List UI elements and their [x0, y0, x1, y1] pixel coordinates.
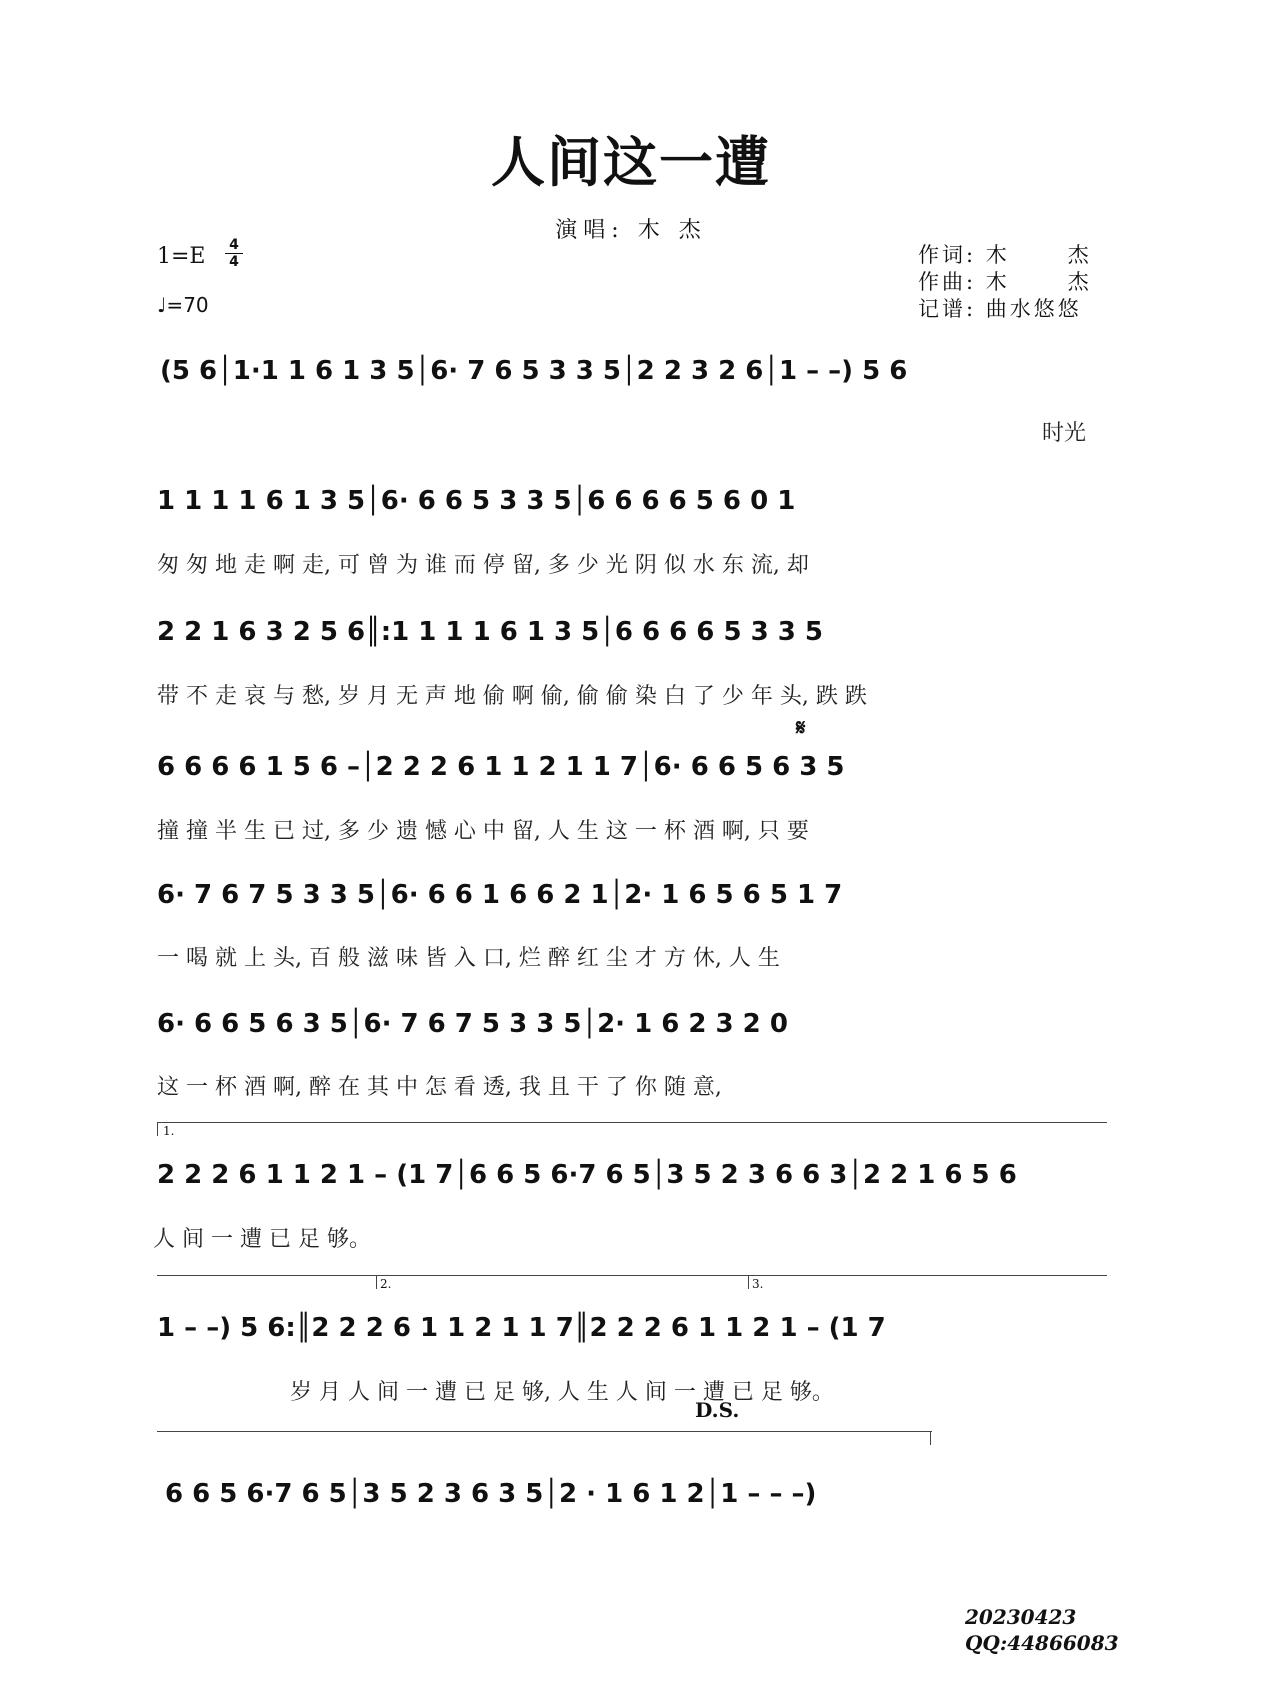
volta-1-label: 1.: [163, 1124, 175, 1138]
singer-credit: 演唱: 木 杰: [555, 218, 707, 243]
score-line-2-lyrics: 匆 匆 地 走 啊 走, 可 曾 为 谁 而 停 留, 多 少 光 阴 似 水 东 流, 却: [157, 553, 809, 578]
score-line-7-notes: 2 2 2 6 1 1 2 1 – (1 7│6 6 5 6·7 6 5│3 5 2 3 6 6 3│2 2 1 6 5 6: [157, 1160, 1017, 1190]
volta-1-bracket: [157, 1122, 1107, 1123]
coda-bracket-hook: [930, 1431, 931, 1445]
footer-date: 20230423: [965, 1605, 1077, 1629]
score-line-6-notes: 6· 6 6 5 6 3 5│6· 7 6 7 5 3 3 5│2· 1 6 2 3 2 0: [157, 1009, 788, 1039]
score-line-2-notes: 1 1 1 1 6 1 3 5│6· 6 6 5 3 3 5│6 6 6 6 5 6 0 1: [157, 486, 796, 516]
footer: [965, 1604, 1119, 1656]
composer-credit: 作曲: 木 杰: [918, 270, 1092, 294]
score-line-3-lyrics: 带 不 走 哀 与 愁, 岁 月 无 声 地 偷 啊 偷, 偷 偷 染 白 了 少 年 头, 跌 跌: [157, 684, 867, 709]
song-title: 人间这一遭: [491, 130, 771, 194]
score-line-4-notes: 6 6 6 6 1 5 6 –│2 2 2 6 1 1 2 1 1 7│6· 6 6 5 6 3 5: [157, 752, 845, 782]
score-line-7-lyrics: 人 间 一 遭 已 足 够。: [153, 1227, 371, 1252]
score-line-1-notes: (5 6│1·1 1 6 1 3 5│6· 7 6 5 3 3 5│2 2 3 2 6│1 – –) 5 6: [160, 356, 908, 386]
coda-bracket: [157, 1431, 932, 1432]
score-line-1-lyrics: 时光: [1042, 421, 1087, 446]
dal-segno-marking: D.S.: [695, 1398, 740, 1422]
volta-2-hook: [376, 1275, 377, 1289]
time-signature: [225, 238, 243, 269]
volta-line: [157, 1275, 1107, 1276]
score-line-5-notes: 6· 7 6 7 5 3 3 5│6· 6 6 1 6 6 2 1│2· 1 6 5 6 5 1 7: [157, 880, 843, 910]
tempo-marking: ♩=70: [157, 293, 209, 317]
volta-1-hook: [157, 1122, 158, 1136]
score-line-3-notes: 2 2 1 6 3 2 5 6║:1 1 1 1 6 1 3 5│6 6 6 6 5 3 3 5: [157, 617, 823, 647]
footer-qq: QQ:44866083: [965, 1631, 1119, 1655]
score-line-5-lyrics: 一 喝 就 上 头, 百 般 滋 味 皆 入 口, 烂 醉 红 尘 才 方 休, 人 生: [157, 946, 780, 971]
score-line-8-lyrics: 岁 月 人 间 一 遭 已 足 够, 人 生 人 间 一 遭 已 足 够。: [290, 1380, 834, 1405]
volta-3-label: 3.: [752, 1277, 764, 1291]
lyricist-credit: 作词: 木 杰: [918, 243, 1092, 267]
transcriber-credit: 记谱: 曲水悠悠: [918, 297, 1082, 321]
score-line-4-lyrics: 撞 撞 半 生 已 过, 多 少 遗 憾 心 中 留, 人 生 这 一 杯 酒 啊, 只 要: [157, 819, 809, 844]
segno-sign: 𝄋: [796, 716, 806, 741]
score-line-9-notes: 6 6 5 6·7 6 5│3 5 2 3 6 3 5│2 · 1 6 1 2│1 – – –): [165, 1479, 817, 1509]
volta-3-hook: [748, 1275, 749, 1289]
key-signature: 1=E: [157, 244, 206, 269]
score-line-8-notes: 1 – –) 5 6:║2 2 2 6 1 1 2 1 1 7║2 2 2 6 1 1 2 1 – (1 7: [157, 1313, 886, 1343]
time-signature-bottom: 4: [229, 254, 239, 270]
credits-block: [918, 242, 1092, 323]
volta-2-label: 2.: [380, 1277, 392, 1291]
score-line-6-lyrics: 这 一 杯 酒 啊, 醉 在 其 中 怎 看 透, 我 且 干 了 你 随 意,: [157, 1075, 722, 1100]
time-signature-top: 4: [229, 237, 239, 253]
